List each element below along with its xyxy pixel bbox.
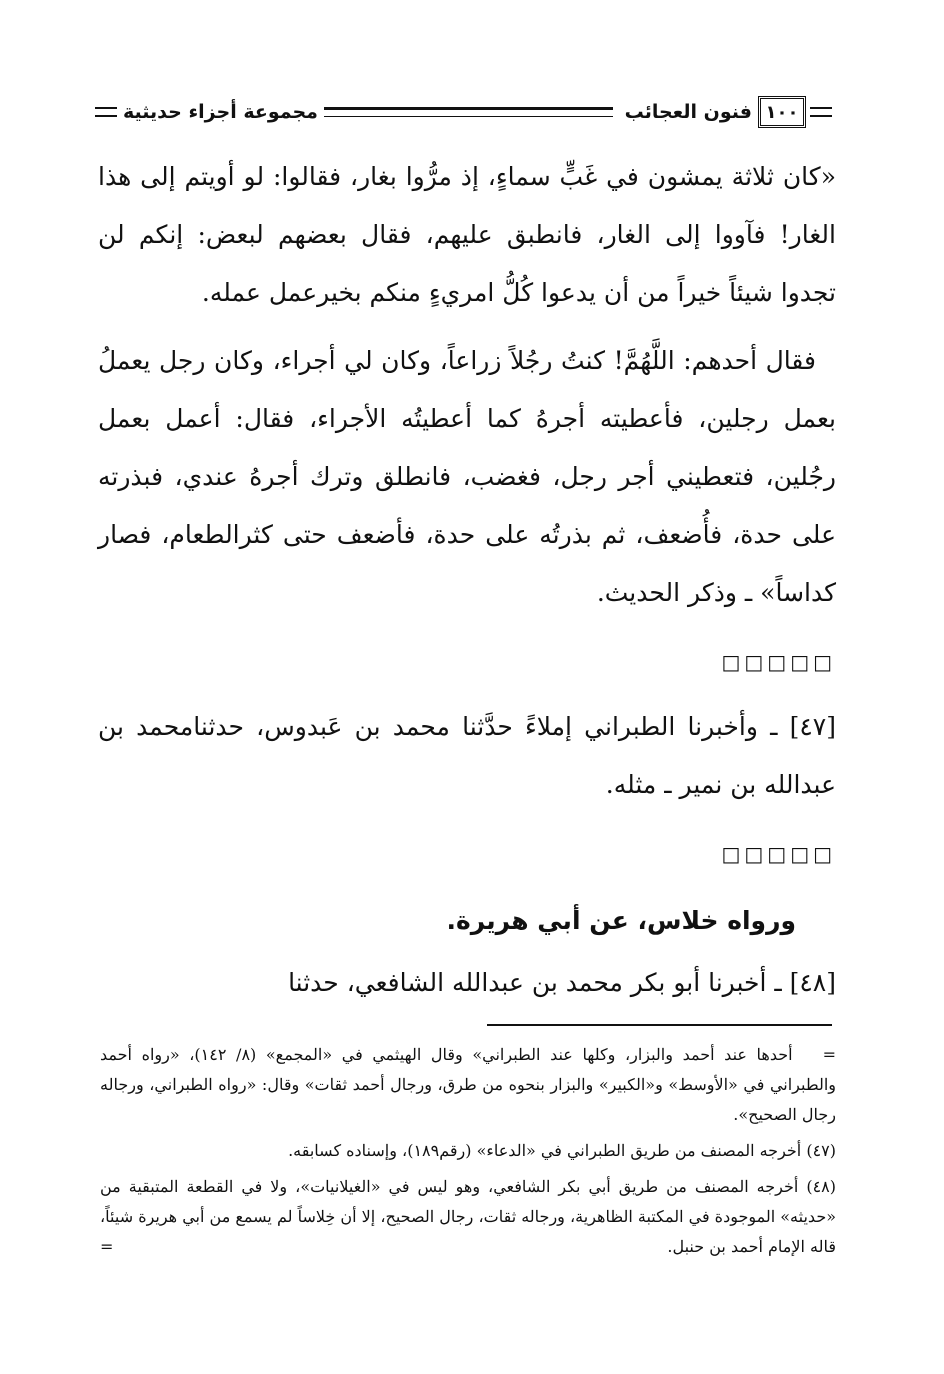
footnote-48-text: (٤٨) أخرجه المصنف من طريق أبي بكر الشافعي، وهو ليس في «الغيلانيات»، ولا في القطعة المتبقية من «حديثه» الموجودة في المكتبة الظاهرية، ورجاله ثقات، رجال الصحيح، إلا أن خِلاساً لم يسمع من أبي هريرة شيئاً، قاله الإمام أحمد بن حنبل. (100, 1177, 836, 1256)
hadith-48: [٤٨] ـ أخبرنا أبو بكر محمد بن عبدالله الشافعي، حدثنا (288, 968, 836, 997)
header-ornament-right (810, 107, 832, 117)
series-title: مجموعة أجزاء حديثية (123, 101, 318, 123)
footnote-continued-text: أحدها عند أحمد والبزار، وكلها عند الطبراني» وقال الهيثمي في «المجمع» (٨/ ١٤٢)، «رواه أحمد والطبراني في «الأوسط» و«الكبير» والبزار بنحوه من طرق، ورجال أحمد ثقات» وقال: «رواه الطبراني، ورجاله رجال الصحيح». (100, 1045, 836, 1124)
hadith-47: [٤٧] ـ وأخبرنا الطبراني إملاءً حدَّثنا محمد بن عَبدوس، حدثنامحمد بن عبدالله بن نمير ـ مثله. (98, 712, 836, 799)
section-heading: ورواه خلاس، عن أبي هريرة. (446, 906, 796, 935)
header-rule (324, 107, 613, 117)
footnote-continued (100, 1040, 836, 1130)
footnotes (100, 1040, 836, 1268)
footnote-48 (100, 1172, 836, 1262)
continuation-mark-end: = (100, 1237, 114, 1256)
continuation-mark: = (822, 1045, 836, 1064)
book-title: فنون العجائب (624, 101, 752, 123)
hadith-paragraph-2: فقال أحدهم: اللَّهُمَّ! كنتُ رجُلاً زراعاً، وكان لي أجراء، وكان رجل يعملُ بعمل رجلين، فأعطيته أجرهُ كما أعطيتُه الأجراء، فقال: أعمل بعمل رجُلين، فتعطيني أجر رجل، فغضب، فانطلق وترك أجرهُ عندي، فبذرته على حدة، فأُضعف، ثم بذرتُه على حدة، فأضعف حتى كثرالطعام، فصار كداساً» ـ وذكر الحديث. (98, 346, 836, 607)
section-separator-2: □□□□□ (721, 842, 836, 866)
page-number: ١٠٠ (758, 96, 806, 128)
section-separator: □□□□□ (721, 650, 836, 674)
footnote-47: (٤٧) أخرجه المصنف من طريق الطبراني في «الدعاء» (رقم١٨٩)، وإسناده كسابقه. (288, 1141, 836, 1160)
running-header (95, 92, 832, 132)
header-ornament-left (95, 107, 117, 117)
footnote-divider (487, 1024, 832, 1026)
hadith-paragraph-1: «كان ثلاثة يمشون في غَبٍّ سماءٍ، إذ مرُّوا بغار، فقالوا: لو أويتم إلى هذا الغار! فآووا إلى الغار، فانطبق عليهم، فقال بعضهم لبعض: إنكم لن تجدوا شيئاً خيراً من أن يدعوا كُلُّ امريءٍ منكم بخيرعمل عمله. (98, 162, 836, 307)
main-text (98, 148, 836, 1022)
